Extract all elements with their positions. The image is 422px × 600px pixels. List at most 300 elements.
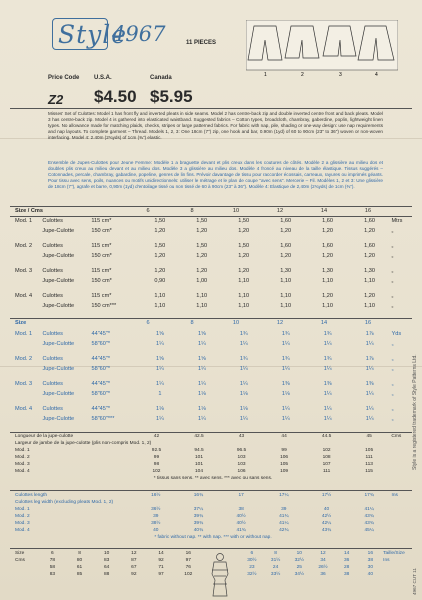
width-value: 99 (153, 455, 160, 460)
yardage-value: 1⅛ (281, 391, 290, 397)
size-col: 6 (51, 551, 54, 556)
body-value: 92 (158, 558, 164, 563)
body-size-row (240, 550, 416, 557)
yardage-row (14, 363, 412, 376)
unit-label: „ (391, 381, 394, 387)
yardage-value: 1¾ (239, 356, 248, 362)
unit-label: „ (391, 341, 394, 347)
model-label: Mod. 3 (15, 381, 33, 387)
length-value: 42 (153, 434, 160, 439)
size-col: 12 (276, 320, 284, 326)
yardage-value: 1¼ (239, 341, 248, 347)
unit-label (390, 461, 412, 468)
body-value: 71 (158, 565, 164, 570)
garment-name: Jupe-Culotte (42, 341, 75, 347)
width-value: 43¾ (364, 521, 374, 526)
width-value: 107 (322, 462, 331, 467)
yardage-value: 1,10 (280, 303, 292, 309)
yardage-value: 1¼ (197, 381, 206, 387)
body-value: 26½ (318, 565, 328, 570)
yardage-row (14, 275, 412, 288)
price-canada: $5.95 (150, 87, 193, 106)
yardage-value: 1⅝ (197, 356, 206, 362)
unit-label: Cms (391, 434, 402, 439)
yardage-row (14, 293, 412, 300)
note-row (14, 534, 412, 541)
yardage-value: 1⅝ (156, 331, 164, 337)
unit-label: Mtrs (391, 218, 403, 224)
model-label (14, 275, 41, 288)
body-measure-row (14, 571, 202, 578)
body-value: 61 (76, 565, 83, 570)
size-col: 12 (320, 551, 326, 556)
width-value: 39¾ (193, 521, 204, 526)
brand-logo: Style (58, 20, 128, 49)
garment-name: Culottes (42, 356, 63, 362)
width-value: 106 (237, 469, 246, 474)
garment-name: Culottes (42, 331, 63, 337)
unit-label: „ (391, 228, 394, 234)
width-value: 41¼ (364, 507, 374, 512)
yardage-value: 1,10 (280, 293, 292, 299)
yardage-value: 1,30 (322, 268, 334, 274)
length-row (14, 492, 412, 499)
canada-label: Canada (150, 75, 172, 81)
width-label: Largeur de jambe de la jupe-culotte (plis non-compris Mod. 1, 2) (15, 441, 152, 446)
unit-label: Ins (383, 558, 390, 563)
size-col: 10 (232, 208, 240, 214)
yardage-row (14, 225, 412, 238)
sketch-number-4: 4 (375, 72, 378, 78)
unit-label: Yds (391, 331, 402, 337)
width-value: 115 (365, 469, 373, 474)
width-value: 101 (195, 462, 204, 467)
size-col: 16 (364, 208, 372, 214)
spacer-row (14, 426, 412, 431)
model-label (14, 413, 41, 426)
body-value: 87 (131, 558, 137, 563)
size-col: 8 (190, 320, 194, 326)
yardage-value: 1¾ (281, 331, 290, 337)
unit-label (382, 564, 416, 571)
yardage-value: 1,60 (280, 218, 292, 224)
body-value: 85 (76, 572, 83, 577)
yardage-value: 1,10 (364, 278, 375, 284)
yardage-value: 1¼ (323, 366, 332, 372)
spacer (14, 426, 412, 431)
width-value: 109 (280, 469, 289, 474)
fabric-width: 115 cm* (91, 218, 112, 224)
yardage-row (14, 300, 412, 313)
width-value: 98 (153, 462, 160, 467)
length-value: 44 (281, 434, 287, 439)
garment-name: Jupe-Culotte (42, 228, 75, 234)
body-value: 78 (49, 558, 56, 563)
unit-label (391, 520, 412, 527)
fabric-width: 58"60"*** (91, 416, 115, 422)
yardage-value: 1⅜ (365, 381, 374, 387)
price-code: Z2 (48, 92, 64, 107)
garment-name: Jupe-Culotte (42, 366, 75, 372)
size-col: 16 (364, 320, 372, 326)
metric-yardage-table (14, 208, 412, 215)
width-value: 96.5 (236, 448, 247, 453)
yardage-value: 1¼ (197, 341, 206, 347)
fabric-width: 115 cm* (91, 293, 112, 299)
culotte-back-sketches (246, 20, 398, 78)
yardage-value: 1,10 (154, 303, 166, 309)
yardage-value: 1¼ (323, 391, 332, 397)
yardage-value: 1,20 (280, 253, 292, 259)
body-measure-row (240, 564, 416, 571)
model-label: Mod. 3 (15, 462, 30, 467)
yardage-row (14, 388, 412, 401)
model-label: Mod. 2 (15, 356, 33, 362)
fabric-width: 58"60"* (91, 366, 111, 372)
unit-label (390, 468, 412, 475)
finished-measurements-in (14, 492, 412, 541)
yardage-value: 1¾ (281, 356, 290, 362)
size-col: 10 (104, 551, 110, 556)
yardage-value: 1⅛ (197, 406, 206, 412)
width-value: 105 (365, 448, 374, 453)
width-label-row (14, 499, 412, 506)
yardage-value: 1¼ (365, 391, 374, 397)
yardage-value: 1¼ (365, 406, 374, 412)
width-row (14, 447, 412, 454)
fabric-width: 44"45"* (91, 356, 111, 362)
fabric-width: 115 cm* (91, 243, 112, 249)
unit-label: „ (391, 391, 394, 397)
width-value: 40¾ (193, 528, 204, 533)
body-measure-row (240, 557, 416, 564)
model-label: Mod. 4 (15, 528, 30, 533)
yardage-row (14, 218, 412, 225)
length-value: 16¾ (193, 493, 204, 498)
divider (10, 548, 412, 549)
model-label: Mod. 3 (15, 521, 30, 526)
garment-name: Jupe-Culotte (42, 253, 75, 259)
yardage-value: 1⅞ (365, 356, 374, 362)
nap-note: * fabric without nap. ** with nap. *** with or without nap. (154, 535, 272, 540)
size-col: 14 (158, 551, 164, 556)
model-label: Mod. 4 (15, 469, 30, 474)
yardage-value: 1¼ (197, 416, 206, 422)
yardage-value: 1¼ (365, 366, 374, 372)
size-col: 8 (190, 208, 194, 214)
length-value: 43 (238, 434, 245, 439)
yardage-value: 1,20 (154, 268, 166, 274)
yardage-value: 1⅛ (239, 391, 248, 397)
yardage-value: 1¾ (323, 356, 332, 362)
body-measure-row (14, 564, 202, 571)
body-value: 80 (76, 558, 83, 563)
body-value: 28 (344, 565, 350, 570)
yardage-value: 1,20 (322, 228, 334, 234)
unit-label (382, 571, 416, 578)
length-value: 16½ (151, 493, 161, 498)
yardage-value: 1¼ (156, 366, 164, 372)
body-value: 23 (249, 565, 255, 570)
width-value: 43¾ (364, 514, 374, 519)
yardage-value: 1¼ (156, 341, 164, 347)
size-header-row (14, 208, 412, 215)
yardage-row (14, 338, 412, 351)
unit-label (390, 447, 412, 454)
yardage-value: 1,20 (322, 253, 334, 259)
width-value: 103 (237, 455, 246, 460)
yardage-value: 1,30 (364, 268, 375, 274)
yardage-value: 1¼ (365, 416, 374, 422)
yardage-value: 1⅛ (239, 406, 248, 412)
yardage-value: 1 (158, 391, 162, 397)
yardage-value: 1,20 (238, 268, 250, 274)
body-value: 30½ (247, 558, 257, 563)
size-col: 16 (367, 551, 373, 556)
width-row (14, 527, 412, 534)
size-col: 6 (250, 551, 254, 556)
fabric-width: 58"60"* (91, 391, 111, 397)
size-label: Taille/Size (383, 551, 405, 556)
body-value: 40 (367, 572, 373, 577)
model-label (14, 250, 41, 263)
yardage-value: 1,60 (364, 218, 375, 224)
body-figure-illustration (206, 552, 234, 598)
unit-label: „ (391, 243, 394, 249)
width-value: 40 (323, 507, 330, 512)
body-value: 67 (131, 565, 137, 570)
body-value: 30 (367, 565, 373, 570)
body-value: 36 (344, 558, 350, 563)
model-label: Mod. 2 (15, 243, 33, 249)
body-value: 24 (272, 565, 279, 570)
yardage-value: 1,50 (154, 218, 166, 224)
body-value: 34½ (294, 572, 304, 577)
divider (10, 216, 412, 217)
yardage-value: 1¾ (323, 331, 332, 337)
unit-label: Ins (391, 493, 398, 498)
divider (10, 318, 412, 319)
length-value: 42.5 (194, 434, 204, 439)
width-row (14, 461, 412, 468)
garment-name: Culottes (42, 243, 63, 249)
yardage-value: 1,20 (196, 228, 208, 234)
size-col: 10 (296, 551, 302, 556)
yardage-row (14, 356, 412, 363)
yardage-value: 1¼ (323, 416, 332, 422)
width-value: 36½ (151, 507, 161, 512)
width-value: 45¼ (364, 528, 374, 533)
width-value: 42¼ (321, 521, 332, 526)
description-english: Misses' Set of Culottes: Model 1 has front fly and inverted pleats in side seams. Model 2 has centre-back zip and double inverted centre front and back pleats. Model 3 has centre-back zip. Model 4 is gathered into elasticated waistband. Suggested fabrics – Cotton types, broadcloth, chambray, gaberdine, poplin, lightweight linen types. No allowance made for matching plaids, checks, stripes or large patterned fabrics. For fabric with nap, pile, shading or one-way design: use nap requirements and nap layouts. To complete garment – Thread. Models 1, 2, 3: One 18cm (7") zip, one hook and bar, 0.90m (1yd) of 60 to 90cm (23" to 36") woven or non-woven interfacing. Model 4: 2.40m (2¾yds) of 1cm (⅜") elastic. (48, 111, 383, 141)
length-value: 17¼ (279, 493, 289, 498)
model-label: Mod. 1 (15, 507, 30, 512)
width-row (14, 520, 412, 527)
yardage-value: 1,60 (364, 243, 375, 249)
yardage-value: 1¼ (323, 341, 332, 347)
width-value: 38 (238, 507, 244, 512)
unit-label (391, 506, 412, 513)
model-label: Mod. 1 (15, 331, 33, 337)
yardage-value: 1¼ (281, 366, 290, 372)
body-value: 33½ (270, 572, 281, 577)
length-value: 17¾ (364, 493, 374, 498)
imperial-yardage-rows (14, 331, 412, 431)
width-value: 43¾ (321, 528, 332, 533)
yardage-value: 1⅝ (156, 356, 164, 362)
garment-name: Culottes (42, 406, 63, 412)
yardage-value: 1,60 (322, 218, 334, 224)
yardage-value: 1¼ (365, 341, 374, 347)
width-value: 92.5 (151, 448, 162, 453)
yardage-value: 1,20 (322, 293, 334, 299)
width-value: 40½ (236, 521, 246, 526)
yardage-value: 1,50 (238, 218, 250, 224)
yardage-row (14, 406, 412, 413)
model-label (14, 363, 41, 376)
fabric-width: 150 cm* (91, 228, 112, 234)
yardage-row (14, 268, 412, 275)
unit-label: „ (391, 416, 394, 422)
body-value: 97 (158, 572, 164, 577)
size-col: 6 (146, 320, 150, 326)
body-value: 58 (49, 565, 56, 570)
width-value: 39 (153, 514, 159, 519)
yardage-value: 1⅝ (197, 331, 206, 337)
yardage-value: 1,00 (196, 278, 208, 284)
body-value: 38 (344, 572, 350, 577)
divider (10, 108, 412, 109)
yardage-value: 1,10 (364, 303, 375, 309)
length-value: 17½ (321, 493, 332, 498)
fabric-width: 44"45"* (91, 406, 111, 412)
size-label: Size (15, 551, 25, 556)
length-value: 17 (238, 493, 244, 498)
sketch-number-3: 3 (339, 72, 342, 78)
size-header-label: Size / Cms (15, 208, 43, 214)
size-col: 16 (185, 551, 191, 556)
yardage-value: 1,20 (280, 228, 292, 234)
width-value: 37¼ (193, 507, 204, 512)
yardage-value: 1⅛ (197, 391, 206, 397)
size-col: 14 (320, 320, 328, 326)
fabric-width: 58"60"* (91, 341, 111, 347)
body-value: 25 (296, 565, 302, 570)
yardage-row (14, 250, 412, 263)
yardage-value: 1¼ (281, 406, 290, 412)
width-value: 41¾ (236, 528, 246, 533)
nap-note: * tissus sans sens. ** avec sens. *** avec ou sans sens. (153, 476, 273, 481)
yardage-value: 1¼ (323, 406, 332, 412)
size-header-row (14, 320, 412, 327)
yardage-value: 1,10 (322, 278, 334, 284)
model-label: Mod. 2 (15, 455, 30, 460)
body-size-row (14, 550, 202, 557)
finished-measurements-cm (14, 433, 412, 482)
length-row (14, 433, 412, 440)
yardage-value: 1¼ (156, 381, 164, 387)
width-value: 40½ (236, 514, 246, 519)
model-label: Mod. 4 (15, 293, 33, 299)
body-value: 83 (49, 572, 56, 577)
garment-name: Jupe-Culotte (42, 391, 75, 397)
body-value: 64 (104, 565, 110, 570)
unit-label: „ (391, 268, 394, 274)
yardage-value: 1¾ (239, 331, 248, 337)
unit-label: „ (391, 253, 394, 259)
fabric-width: 150 cm* (91, 278, 112, 284)
model-label: Mod. 1 (15, 218, 33, 224)
yardage-value: 1⅛ (156, 406, 164, 412)
model-label: Mod. 4 (15, 406, 33, 412)
width-value: 94.5 (194, 448, 204, 453)
garment-name: Jupe-Culotte (42, 278, 75, 284)
divider (10, 490, 412, 491)
width-value: 99 (281, 448, 287, 453)
width-value: 41¾ (279, 514, 289, 519)
yardage-value: 1¼ (281, 341, 290, 347)
yardage-value: 1,20 (154, 253, 166, 259)
size-col: 10 (232, 320, 240, 326)
unit-label (391, 527, 412, 534)
yardage-value: 1⅜ (323, 381, 332, 387)
pattern-number: 4967 (112, 22, 166, 46)
unit-label (14, 564, 39, 571)
unit-label (14, 571, 39, 578)
unit-label: „ (391, 406, 394, 412)
yardage-value: 1,10 (280, 278, 292, 284)
fabric-width: 150 cm*** (91, 303, 117, 309)
width-value: 38½ (151, 521, 161, 526)
yardage-value: 1¼ (239, 366, 248, 372)
body-value: 31½ (270, 558, 281, 563)
width-row (14, 506, 412, 513)
yardage-value: 1,20 (238, 228, 250, 234)
length-label: Culottes length (15, 493, 47, 498)
yardage-row (14, 243, 412, 250)
yardage-value: 1,50 (196, 243, 208, 249)
yardage-value: 1,20 (238, 253, 250, 259)
yardage-value: 1⅞ (365, 331, 374, 337)
trademark-note: Style is a registered trademark of Style Patterns Ltd. (412, 354, 418, 470)
fabric-width: 115 cm* (91, 268, 112, 274)
garment-name: Culottes (42, 381, 63, 387)
yardage-value: 1¼ (281, 416, 290, 422)
body-value: 32½ (294, 558, 304, 563)
pieces-count: 11 PIECES (186, 40, 217, 46)
unit-label: „ (391, 366, 394, 372)
model-label (14, 338, 41, 351)
divider (10, 206, 412, 207)
body-value: 83 (104, 558, 110, 563)
width-value: 102 (322, 448, 331, 453)
model-label: Mod. 3 (15, 268, 33, 274)
width-value: 104 (195, 469, 204, 474)
model-label: Mod. 1 (15, 448, 30, 453)
width-value: 40 (153, 528, 159, 533)
body-value: 38 (367, 558, 373, 563)
imperial-yardage-header (14, 320, 412, 327)
body-value: 36 (320, 572, 326, 577)
size-col: 12 (131, 551, 137, 556)
garment-name: Culottes (42, 268, 63, 274)
side-code: 4967 CUT 11 (412, 568, 417, 595)
width-value: 113 (365, 462, 373, 467)
garment-name: Jupe-Culotte (42, 303, 75, 309)
yardage-value: 1,10 (238, 303, 250, 309)
body-measure-row (240, 571, 416, 578)
size-col: 14 (344, 551, 350, 556)
